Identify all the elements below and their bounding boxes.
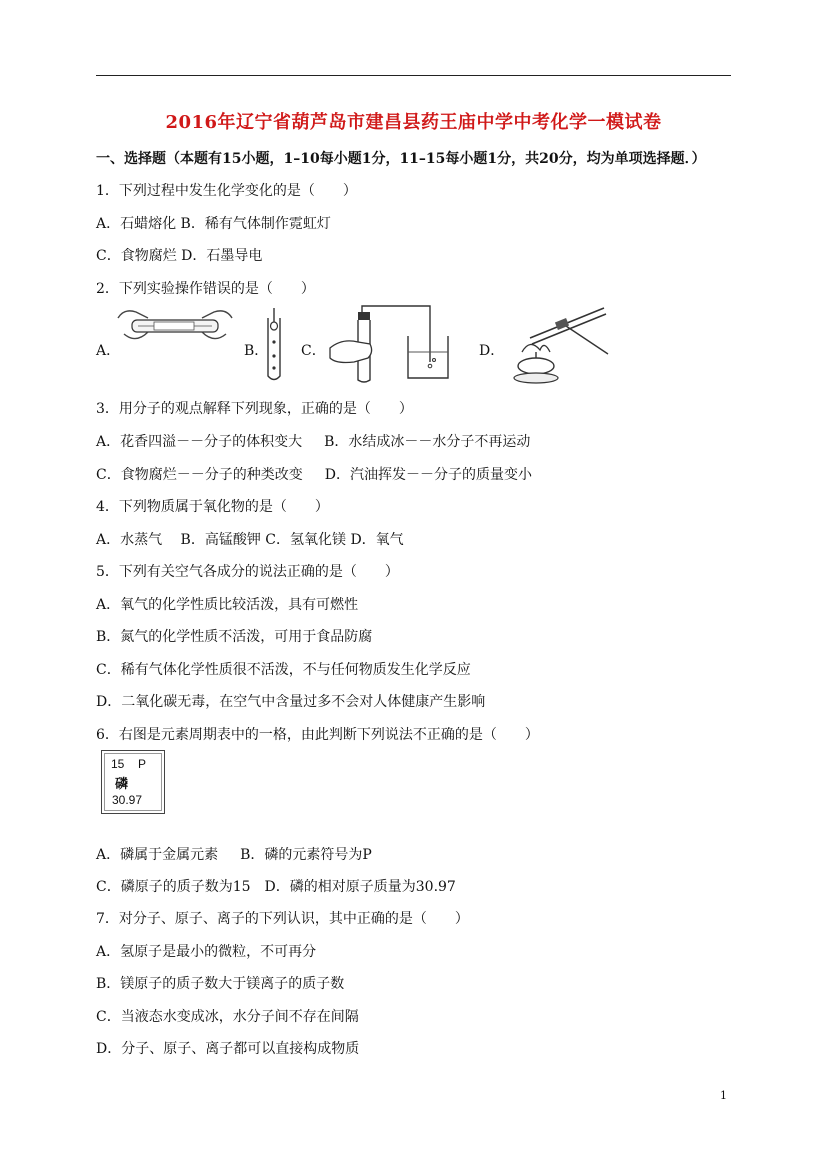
q4-stem: 4．下列物质属于氧化物的是（ ） — [96, 499, 329, 515]
q7-option-b: B．镁原子的质子数大于镁离子的质子数 — [96, 976, 345, 992]
q5-stem: 5．下列有关空气各成分的说法正确的是（ ） — [96, 564, 399, 580]
section-heading: 一、选择题（本题有15小题，1–10每小题1分，11–15每小题1分，共20分，均为单项选择题．） — [96, 151, 706, 167]
q7-option-c: C．当液态水变成冰，水分子间不存在间隔 — [96, 1009, 359, 1025]
q2-label-c: C． — [301, 343, 326, 359]
q3-option-a: A．花香四溢－－分子的体积变大 — [96, 434, 303, 450]
q2-figures — [96, 302, 636, 384]
q1-stem: 1．下列过程中发生化学变化的是（ ） — [96, 183, 357, 199]
q5-option-d: D．二氧化碳无毒，在空气中含量过多不会对人体健康产生影响 — [96, 694, 486, 710]
q6-option-a: A．磷属于金属元素 — [96, 847, 219, 863]
q3-option-c: C．食物腐烂－－分子的种类改变 — [96, 467, 303, 483]
q6-options-cd: C．磷原子的质子数为15 D．磷的相对原子质量为30.97 — [96, 879, 456, 895]
q4-options: A．水蒸气 B．高锰酸钾 C．氢氧化镁 D．氧气 — [96, 532, 404, 548]
q3-options-cd — [96, 464, 532, 484]
exam-title: 2016年辽宁省葫芦岛市建昌县药王庙中学中考化学一模试卷 — [165, 112, 662, 133]
q7-stem: 7．对分子、原子、离子的下列认识，其中正确的是（ ） — [96, 911, 469, 927]
header-rule — [96, 75, 731, 76]
q7-option-d: D．分子、原子、离子都可以直接构成物质 — [96, 1041, 360, 1057]
q3-stem: 3．用分子的观点解释下列现象，正确的是（ ） — [96, 401, 413, 417]
q3-options-ab — [96, 431, 530, 451]
heating-tube-image — [500, 302, 614, 384]
q6-options-ab — [96, 844, 372, 864]
q7-option-a: A．氢原子是最小的微粒，不可再分 — [96, 944, 317, 960]
thermometer-reading-image — [114, 304, 236, 352]
element-name: 磷 — [115, 777, 129, 792]
q6-option-b: B．磷的元素符号为P — [240, 847, 372, 863]
q2-label-a: A． — [96, 343, 121, 359]
q2-label-b: B． — [244, 343, 269, 359]
q6-stem: 6．右图是元素周期表中的一格，由此判断下列说法不正确的是（ ） — [96, 727, 539, 743]
q5-option-c: C．稀有气体化学性质很不活泼，不与任何物质发生化学反应 — [96, 662, 471, 678]
test-tube-dropper-image — [262, 304, 286, 384]
q5-option-b: B．氮气的化学性质不活泼，可用于食品防腐 — [96, 629, 373, 645]
page-number: 1 — [720, 1089, 727, 1102]
atomic-mass: 30.97 — [112, 793, 143, 807]
q1-options-cd: C．食物腐烂 D．石墨导电 — [96, 248, 263, 264]
periodic-table-cell — [101, 750, 165, 814]
q5-option-a: A．氧气的化学性质比较活泼，具有可燃性 — [96, 597, 359, 613]
q3-option-d: D．汽油挥发－－分子的质量变小 — [324, 467, 532, 483]
q1-options-ab: A．石蜡熔化 B．稀有气体制作霓虹灯 — [96, 216, 331, 232]
q2-stem: 2．下列实验操作错误的是（ ） — [96, 281, 315, 297]
q2-label-d: D． — [479, 343, 505, 359]
gas-tightness-check-image — [324, 302, 460, 384]
element-symbol: P — [138, 757, 147, 771]
q3-option-b: B．水结成冰－－水分子不再运动 — [324, 434, 531, 450]
atomic-number: 15 — [111, 757, 125, 771]
